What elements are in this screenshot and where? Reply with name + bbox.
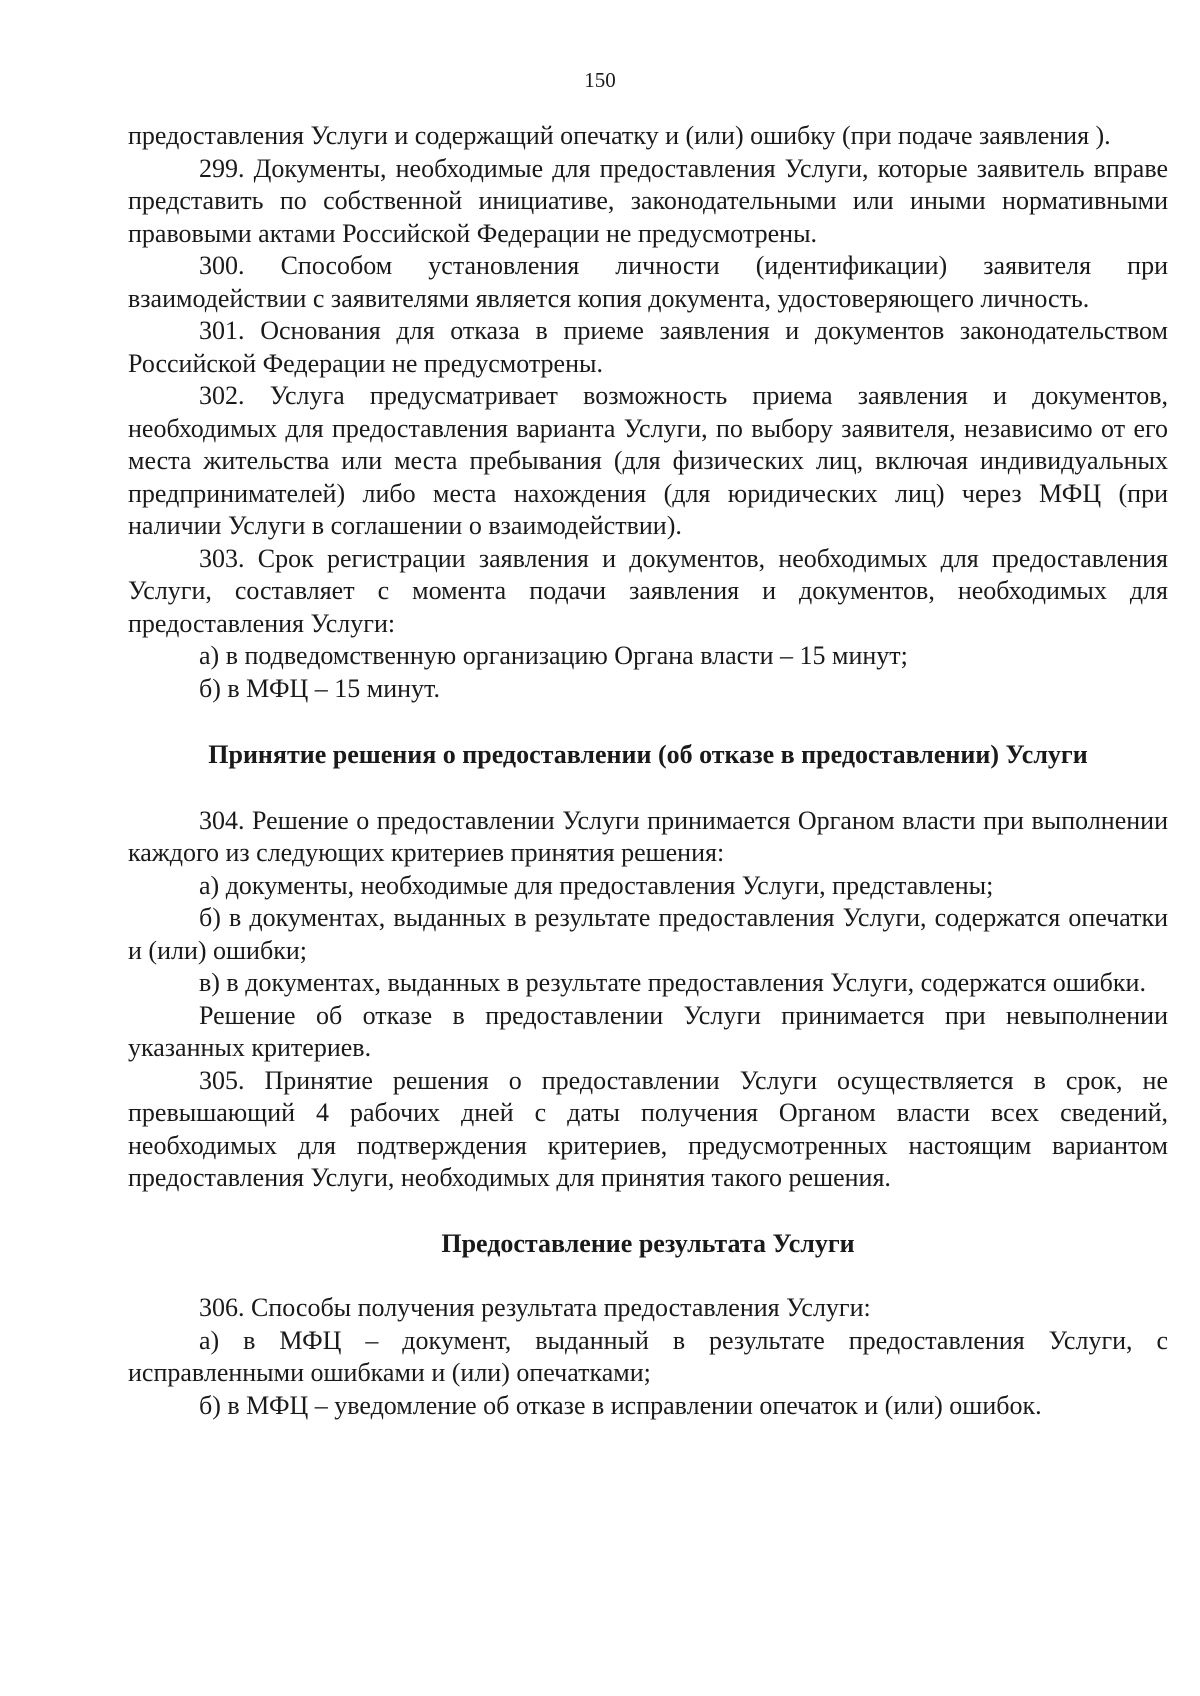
paragraph-304-item-c: в) в документах, выданных в результате предоставления Услуги, содержатся ошибки. [199, 968, 1146, 997]
paragraph-304: 304. Решение о предоставлении Услуги принимается Органом власти при выполнении каждого из следующих критериев принятия решения: [128, 805, 1168, 867]
section-heading-decision: Принятие решения о предоставлении (об отказе в предоставлении) Услуги [208, 740, 1088, 769]
paragraph-302: 302. Услуга предусматривает возможность приема заявления и документов, необходимых для предоставления варианта Услуги, по выбору заявителя, независимо от его места жительства или места пребывания (для физических лиц, включая индивидуальных предпринимателей) либо места нахождения (для юридических лиц) через МФЦ (при наличии Услуги в соглашении о взаимодействии). [128, 381, 1168, 540]
paragraph-303: 303. Срок регистрации заявления и документов, необходимых для предоставления Услуги, составляет с момента подачи заявления и документов, необходимых для предоставления Услуги: [128, 543, 1168, 638]
document-body [128, 120, 1168, 1422]
paragraph-305: 305. Принятие решения о предоставлении Услуги осуществляется в срок, не превышающий 4 рабочих дней с даты получения Органом власти всех сведений, необходимых для подтверждения критериев, предусмотренных настоящим вариантом предоставления Услуги, необходимых для принятия такого решения. [128, 1065, 1168, 1192]
section-heading-result: Предоставление результата Услуги [441, 1228, 855, 1258]
paragraph-303-item-b: б) в МФЦ – 15 минут. [199, 673, 440, 703]
paragraph-306: 306. Способы получения результата предоставления Услуги: [199, 1293, 871, 1322]
paragraph-300: 300. Способом установления личности (идентификации) заявителя при взаимодействии с заявителями является копия документа, удостоверяющего личность. [128, 251, 1168, 313]
paragraph-306-item-a: а) в МФЦ – документ, выданный в результате предоставления Услуги, с исправленными ошибками и (или) опечатками; [128, 1325, 1168, 1387]
paragraph-303-item-a: а) в подведомственную организацию Органа власти – 15 минут; [199, 641, 908, 670]
page-number: 150 [584, 68, 616, 92]
paragraph-continuation: предоставления Услуги и содержащий опечатку и (или) ошибку (при подаче заявления ). [128, 121, 1111, 150]
paragraph-306-item-b: б) в МФЦ – уведомление об отказе в исправлении опечаток и (или) ошибок. [199, 1390, 1042, 1420]
paragraph-299: 299. Документы, необходимые для предоставления Услуги, которые заявитель вправе представить по собственной инициативе, законодательными или иными нормативными правовыми актами Российской Федерации не предусмотрены. [128, 153, 1168, 248]
paragraph-304-item-a: а) документы, необходимые для предоставления Услуги, представлены; [199, 870, 994, 900]
paragraph-304-item-b: б) в документах, выданных в результате предоставления Услуги, содержатся опечатки и (или) ошибки; [128, 903, 1168, 965]
paragraph-301: 301. Основания для отказа в приеме заявления и документов законодательством Российской Федерации не предусмотрены. [128, 316, 1168, 378]
paragraph-refusal-decision: Решение об отказе в предоставлении Услуги принимается при невыполнении указанных критериев. [128, 1000, 1168, 1062]
